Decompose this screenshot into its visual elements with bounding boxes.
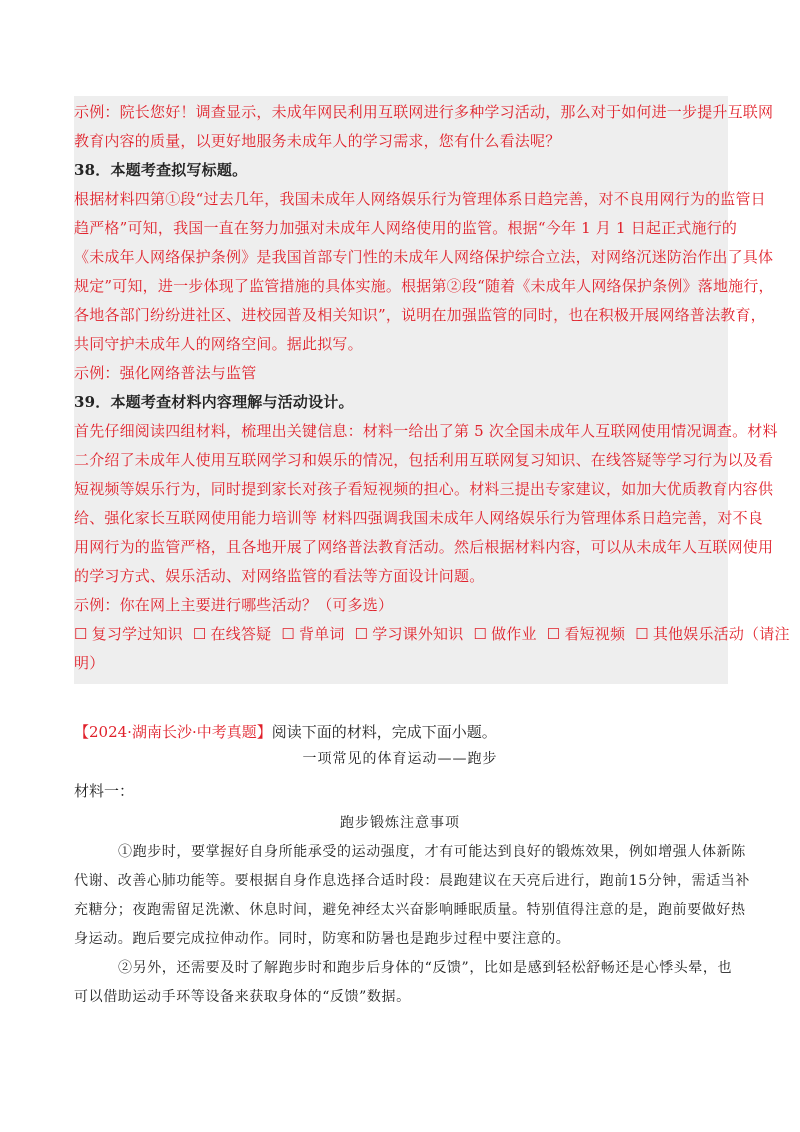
question-heading: 39．本题考查材料内容理解与活动设计。 — [74, 393, 354, 411]
answer-example: 示例：你在网上主要进行哪些活动？（可多选） — [74, 596, 394, 614]
answer-line: 短视频等娱乐行为，同时提到家长对孩子看短视频的担心。材料三提出专家建议，如加大优质教育内容供 — [74, 480, 774, 498]
checkbox-icon: ☐ — [74, 625, 88, 643]
paragraph-line: 身运动。跑后要完成拉伸动作。同时，防寒和防暑也是跑步过程中要注意的。 — [74, 931, 571, 947]
option-item: ☐ 学习课外知识 — [354, 625, 464, 643]
option-item: ☐ 其他娱乐活动（请注 — [635, 625, 790, 643]
answer-line: 二介绍了未成年人使用互联网学习和娱乐的情况，包括利用互联网复习知识、在线答疑等学习行为以及看 — [74, 451, 774, 469]
answer-line: 教育内容的质量，以更好地服务未成年人的学习需求，您有什么看法呢？ — [74, 132, 561, 150]
answer-line: 的学习方式、娱乐活动、对网络监管的看法等方面设计问题。 — [74, 567, 485, 585]
checkbox-options-row — [74, 620, 790, 649]
checkbox-icon: ☐ — [546, 625, 561, 643]
source-tag: 【2024·湖南长沙·中考真题】 — [74, 723, 272, 741]
material-body — [74, 838, 751, 1012]
answer-line: 示例：院长您好！调查显示，未成年网民利用互联网进行多种学习活动，那么对于如何进一步提升互联网 — [74, 103, 774, 121]
answer-line: 各地各部门纷纷进社区、进校园普及相关知识”，说明在加强监管的同时，也在积极开展网络普法教育， — [74, 306, 766, 324]
paragraph-line: 充糖分；夜跑需留足洗漱、休息时间，避免神经太兴奋影响睡眠质量。特别值得注意的是，跑前要做好热 — [74, 902, 746, 918]
answer-line: 给、强化家长互联网使用能力培训等 材料四强调我国未成年人网络娱乐行为管理体系日趋完善，对不良 — [74, 509, 763, 527]
material-label: 材料一： — [74, 782, 135, 800]
checkbox-icon: ☐ — [473, 625, 488, 643]
answer-line: 根据材料四第①段“过去几年，我国未成年人网络娱乐行为管理体系日趋完善，对不良用网行为的监管日 — [74, 190, 766, 208]
answer-line: 共同守护未成年人的网络空间。据此拟写。 — [74, 335, 363, 353]
question-heading: 38．本题考查拟写标题。 — [74, 161, 248, 179]
intro-text: 阅读下面的材料，完成下面小题。 — [271, 723, 497, 741]
paragraph-line: 代谢、改善心肺功能等。要根据自身作息选择合适时段：晨跑建议在天亮后进行，跑前15分钟，需适当补 — [74, 873, 751, 889]
paragraph-line: ①跑步时，要掌握好自身所能承受的运动强度，才有可能达到良好的锻炼效果，例如增强人体新陈 — [118, 844, 746, 860]
option-item: ☐ 做作业 — [473, 625, 537, 643]
paragraph-line: ②另外，还需要及时了解跑步时和跑步后身体的“反馈”，比如是感到轻松舒畅还是心悸头晕，也 — [118, 960, 733, 976]
option-item: ☐ 复习学过知识 — [74, 625, 183, 643]
material-subtitle: 跑步锻炼注意事项 — [340, 815, 460, 831]
paragraph-line: 可以借助运动手环等设备来获取身体的“反馈”数据。 — [74, 989, 411, 1005]
answer-line: 《未成年人网络保护条例》是我国首部专门性的未成年人网络保护综合立法，对网络沉迷防治作出了具体 — [74, 248, 774, 266]
option-tail: 明） — [74, 654, 105, 672]
option-item: ☐ 背单词 — [281, 625, 345, 643]
answer-line: 首先仔细阅读四组材料，梳理出关键信息：材料一给出了第 5 次全国未成年人互联网使用情况调查。材料 — [74, 422, 778, 440]
checkbox-icon: ☐ — [354, 625, 369, 643]
checkbox-icon: ☐ — [281, 625, 295, 643]
option-item: ☐ 看短视频 — [546, 625, 626, 643]
checkbox-icon: ☐ — [192, 625, 207, 643]
material-title: 一项常见的体育运动——跑步 — [302, 751, 498, 767]
answer-line: 用网行为的监管严格，且各地开展了网络普法教育活动。然后根据材料内容，可以从未成年人互联网使用 — [74, 538, 774, 556]
question-intro — [74, 720, 728, 744]
answer-line: 规定”可知，进一步体现了监管措施的具体实施。根据第②段“随着《未成年人网络保护条例》落地施行， — [74, 277, 774, 295]
answer-example: 示例：强化网络普法与监管 — [74, 364, 257, 382]
checkbox-icon: ☐ — [635, 625, 649, 643]
option-item: ☐ 在线答疑 — [192, 625, 272, 643]
answer-explanation-block — [74, 96, 790, 684]
answer-line: 趋严格”可知，我国一直在努力加强对未成年人网络使用的监管。根据“今年 1 月 1 日起正式施行的 — [74, 219, 738, 237]
